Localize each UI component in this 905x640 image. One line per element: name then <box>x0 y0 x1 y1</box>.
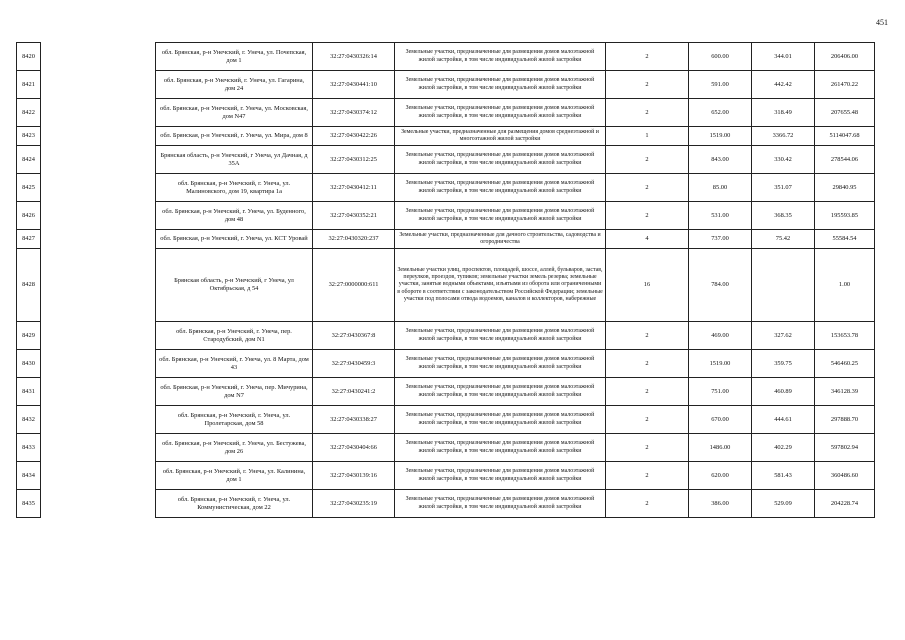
group-cell: 2 <box>606 146 689 174</box>
group-cell: 2 <box>606 202 689 230</box>
group-cell: 2 <box>606 322 689 350</box>
address-cell: Брянская область, р-н Унечский, г Унеча, ул Дачная, д 35А <box>156 146 313 174</box>
cadastral-number-cell: 32:27:0430459:3 <box>313 350 395 378</box>
specific-value-cell: 344.01 <box>752 43 815 71</box>
land-use-cell: Земельные участки, предназначенные для размещения домов малоэтажной жилой застройки, в том числе индивидуальной жилой застройки <box>395 434 606 462</box>
area-cell: 1486.00 <box>689 434 752 462</box>
land-plot-body <box>156 43 875 518</box>
row-number-cell: 8430 <box>17 350 41 378</box>
cadastral-number-cell: 32:27:0430326:14 <box>313 43 395 71</box>
table-row <box>17 71 41 99</box>
address-cell: Брянская область, р-н Унечский, г Унеча, ул Октябрьская, д 54 <box>156 249 313 322</box>
area-cell: 591.00 <box>689 71 752 99</box>
row-number-cell: 8423 <box>17 127 41 146</box>
table-row <box>156 71 875 99</box>
address-cell: обл. Брянская, р-н Унечский, г. Унеча, пер. Мичурина, дом N7 <box>156 378 313 406</box>
group-cell: 2 <box>606 462 689 490</box>
specific-value-cell: 529.09 <box>752 490 815 518</box>
group-cell: 16 <box>606 249 689 322</box>
table-row <box>17 146 41 174</box>
cadastral-number-cell: 32:27:0430412:11 <box>313 174 395 202</box>
cadastral-value-cell: 360486.60 <box>815 462 875 490</box>
cadastral-value-cell: 546460.25 <box>815 350 875 378</box>
cadastral-value-cell: 206406.00 <box>815 43 875 71</box>
table-row <box>156 202 875 230</box>
land-use-cell: Земельные участки, предназначенные для размещения домов малоэтажной жилой застройки, в том числе индивидуальной жилой застройки <box>395 406 606 434</box>
specific-value-cell: 581.43 <box>752 462 815 490</box>
cadastral-number-cell: 32:27:0430139:16 <box>313 462 395 490</box>
table-row <box>17 434 41 462</box>
cadastral-number-cell: 32:27:0430312:25 <box>313 146 395 174</box>
area-cell: 531.00 <box>689 202 752 230</box>
specific-value-cell: 3366.72 <box>752 127 815 146</box>
cadastral-value-cell: 195593.85 <box>815 202 875 230</box>
address-cell: обл. Брянская, р-н Унечский, г. Унеча, ул. Бестужева, дом 26 <box>156 434 313 462</box>
area-cell: 652.00 <box>689 99 752 127</box>
specific-value-cell: 442.42 <box>752 71 815 99</box>
address-cell: обл. Брянская, р-н Унечский, г. Унеча, ул. КСТ Уровай <box>156 230 313 249</box>
cadastral-value-cell: 597802.94 <box>815 434 875 462</box>
group-cell: 2 <box>606 406 689 434</box>
specific-value-cell: 327.62 <box>752 322 815 350</box>
land-use-cell: Земельные участки, предназначенные для размещения домов малоэтажной жилой застройки, в том числе индивидуальной жилой застройки <box>395 174 606 202</box>
table-row <box>17 350 41 378</box>
cadastral-number-cell: 32:27:0430404:66 <box>313 434 395 462</box>
cadastral-number-cell: 32:27:0430374:12 <box>313 99 395 127</box>
specific-value-cell: 460.89 <box>752 378 815 406</box>
area-cell: 469.00 <box>689 322 752 350</box>
row-number-cell: 8434 <box>17 462 41 490</box>
cadastral-value-cell: 278544.06 <box>815 146 875 174</box>
cadastral-number-cell: 32:27:0430352:21 <box>313 202 395 230</box>
group-cell: 4 <box>606 230 689 249</box>
table-row <box>156 99 875 127</box>
area-cell: 85.00 <box>689 174 752 202</box>
land-use-cell: Земельные участки, предназначенные для размещения домов малоэтажной жилой застройки, в том числе индивидуальной жилой застройки <box>395 99 606 127</box>
row-number-cell: 8431 <box>17 378 41 406</box>
address-cell: обл. Брянская, р-н Унечский, г. Унеча, ул. Пролетарская, дом 58 <box>156 406 313 434</box>
table-row <box>17 378 41 406</box>
row-number-cell: 8433 <box>17 434 41 462</box>
group-cell: 2 <box>606 434 689 462</box>
cadastral-value-cell: 207655.48 <box>815 99 875 127</box>
table-row <box>156 434 875 462</box>
table-row <box>17 127 41 146</box>
table-row <box>156 249 875 322</box>
cadastral-value-cell: 29840.95 <box>815 174 875 202</box>
table-row <box>156 406 875 434</box>
row-number-cell: 8425 <box>17 174 41 202</box>
group-cell: 2 <box>606 99 689 127</box>
table-row <box>156 146 875 174</box>
cadastral-value-cell: 346128.39 <box>815 378 875 406</box>
cadastral-value-cell: 261470.22 <box>815 71 875 99</box>
row-number-cell: 8429 <box>17 322 41 350</box>
table-row <box>17 99 41 127</box>
table-row <box>17 322 41 350</box>
land-plot-table <box>155 42 875 518</box>
land-use-cell: Земельные участки, предназначенные для размещения домов малоэтажной жилой застройки, в том числе индивидуальной жилой застройки <box>395 378 606 406</box>
row-number-cell: 8422 <box>17 99 41 127</box>
table-row <box>17 202 41 230</box>
address-cell: обл. Брянская, р-н Унечский, г. Унеча, ул. Мира, дом 8 <box>156 127 313 146</box>
cadastral-number-cell: 32:27:0000000:611 <box>313 249 395 322</box>
land-use-cell: Земельные участки, предназначенные для размещения домов малоэтажной жилой застройки, в том числе индивидуальной жилой застройки <box>395 43 606 71</box>
address-cell: обл. Брянская, р-н Унечский, г. Унеча, ул. Малиновского, дом 19, квартира 1а <box>156 174 313 202</box>
row-number-body <box>17 43 41 518</box>
area-cell: 1519.00 <box>689 127 752 146</box>
address-cell: обл. Брянская, р-н Унечский, г. Унеча, пер. Стародубский, дом N1 <box>156 322 313 350</box>
cadastral-number-cell: 32:27:0430241:2 <box>313 378 395 406</box>
area-cell: 784.00 <box>689 249 752 322</box>
address-cell: обл. Брянская, р-н Унечский, г. Унеча, ул. Почепская, дом 1 <box>156 43 313 71</box>
area-cell: 620.00 <box>689 462 752 490</box>
area-cell: 751.00 <box>689 378 752 406</box>
address-cell: обл. Брянская, р-н Унечский, г. Унеча, ул. Буденного, дом 48 <box>156 202 313 230</box>
table-row <box>156 350 875 378</box>
cadastral-number-cell: 32:27:0430367:8 <box>313 322 395 350</box>
area-cell: 737.00 <box>689 230 752 249</box>
table-row <box>17 249 41 322</box>
area-cell: 843.00 <box>689 146 752 174</box>
group-cell: 2 <box>606 174 689 202</box>
table-row <box>17 230 41 249</box>
table-row <box>17 462 41 490</box>
group-cell: 2 <box>606 490 689 518</box>
address-cell: обл. Брянская, р-н Унечский, г. Унеча, ул. Гагарина, дом 24 <box>156 71 313 99</box>
table-row <box>156 378 875 406</box>
address-cell: обл. Брянская, р-н Унечский, г. Унеча, ул. Московская, дом N47 <box>156 99 313 127</box>
row-number-cell: 8432 <box>17 406 41 434</box>
cadastral-number-cell: 32:27:0430422:26 <box>313 127 395 146</box>
area-cell: 670.00 <box>689 406 752 434</box>
specific-value-cell: 330.42 <box>752 146 815 174</box>
cadastral-value-cell: 204228.74 <box>815 490 875 518</box>
specific-value-cell: 444.61 <box>752 406 815 434</box>
group-cell: 2 <box>606 71 689 99</box>
row-number-cell: 8424 <box>17 146 41 174</box>
land-use-cell: Земельные участки, предназначенные для дачного строительства, садоводства и огородничества <box>395 230 606 249</box>
land-use-cell: Земельные участки, предназначенные для размещения домов малоэтажной жилой застройки, в том числе индивидуальной жилой застройки <box>395 462 606 490</box>
area-cell: 386.00 <box>689 490 752 518</box>
land-use-cell: Земельные участки, предназначенные для размещения домов малоэтажной жилой застройки, в том числе индивидуальной жилой застройки <box>395 202 606 230</box>
table-row <box>17 43 41 71</box>
row-number-cell: 8426 <box>17 202 41 230</box>
specific-value-cell: 318.49 <box>752 99 815 127</box>
cadastral-value-cell: 153653.78 <box>815 322 875 350</box>
row-number-cell: 8435 <box>17 490 41 518</box>
table-row <box>17 174 41 202</box>
address-cell: обл. Брянская, р-н Унечский, г. Унеча, ул. Коммунистическая, дом 22 <box>156 490 313 518</box>
land-use-cell: Земельные участки, предназначенные для размещения домов малоэтажной жилой застройки, в том числе индивидуальной жилой застройки <box>395 350 606 378</box>
table-row <box>156 322 875 350</box>
table-row <box>156 490 875 518</box>
cadastral-value-cell: 5114047.68 <box>815 127 875 146</box>
specific-value-cell: 359.75 <box>752 350 815 378</box>
group-cell: 1 <box>606 127 689 146</box>
table-row <box>156 127 875 146</box>
land-use-cell: Земельные участки, предназначенные для размещения домов малоэтажной жилой застройки, в том числе индивидуальной жилой застройки <box>395 71 606 99</box>
land-use-cell: Земельные участки, предназначенные для размещения домов малоэтажной жилой застройки, в том числе индивидуальной жилой застройки <box>395 322 606 350</box>
row-number-table <box>16 42 41 518</box>
row-number-cell: 8427 <box>17 230 41 249</box>
row-number-cell: 8421 <box>17 71 41 99</box>
specific-value-cell: 351.07 <box>752 174 815 202</box>
table-row <box>156 174 875 202</box>
table-row <box>17 406 41 434</box>
specific-value-cell: 402.29 <box>752 434 815 462</box>
table-row <box>156 43 875 71</box>
area-cell: 600.00 <box>689 43 752 71</box>
table-row <box>156 462 875 490</box>
land-use-cell: Земельные участки, предназначенные для размещения домов малоэтажной жилой застройки, в том числе индивидуальной жилой застройки <box>395 146 606 174</box>
table-row <box>17 490 41 518</box>
table-row <box>156 230 875 249</box>
specific-value-cell: 75.42 <box>752 230 815 249</box>
cadastral-value-cell: 297888.70 <box>815 406 875 434</box>
row-number-cell: 8420 <box>17 43 41 71</box>
cadastral-number-cell: 32:27:0430338:27 <box>313 406 395 434</box>
address-cell: обл. Брянская, р-н Унечский, г. Унеча, ул. 8 Марта, дом 43 <box>156 350 313 378</box>
specific-value-cell <box>752 249 815 322</box>
cadastral-number-cell: 32:27:0430441:10 <box>313 71 395 99</box>
row-number-cell: 8428 <box>17 249 41 322</box>
group-cell: 2 <box>606 350 689 378</box>
cadastral-value-cell: 1.00 <box>815 249 875 322</box>
land-use-cell: Земельные участки, предназначенные для размещения домов малоэтажной жилой застройки, в том числе индивидуальной жилой застройки <box>395 490 606 518</box>
group-cell: 2 <box>606 378 689 406</box>
land-use-cell: Земельные участки улиц, проспектов, площадей, шоссе, аллей, бульваров, застав, переулков, проездов, тупиков; земельные участки земель резерва; земельные участки, занятые водными объектами, изъятыми из оборота или ограниченными в обороте в соответствии с законодательством Российской Федерации; земельные участки под полосами отвода водоемов, каналов и коллекторов, набережные <box>395 249 606 322</box>
specific-value-cell: 368.35 <box>752 202 815 230</box>
cadastral-number-cell: 32:27:0430235:19 <box>313 490 395 518</box>
address-cell: обл. Брянская, р-н Унечский, г. Унеча, ул. Калинина, дом 1 <box>156 462 313 490</box>
land-use-cell: Земельные участки, предназначенные для размещения домов среднеэтажной и многоэтажной жилой застройки <box>395 127 606 146</box>
page-number: 451 <box>876 18 888 27</box>
cadastral-number-cell: 32:27:0430320:237 <box>313 230 395 249</box>
group-cell: 2 <box>606 43 689 71</box>
area-cell: 1519.00 <box>689 350 752 378</box>
cadastral-value-cell: 55584.54 <box>815 230 875 249</box>
